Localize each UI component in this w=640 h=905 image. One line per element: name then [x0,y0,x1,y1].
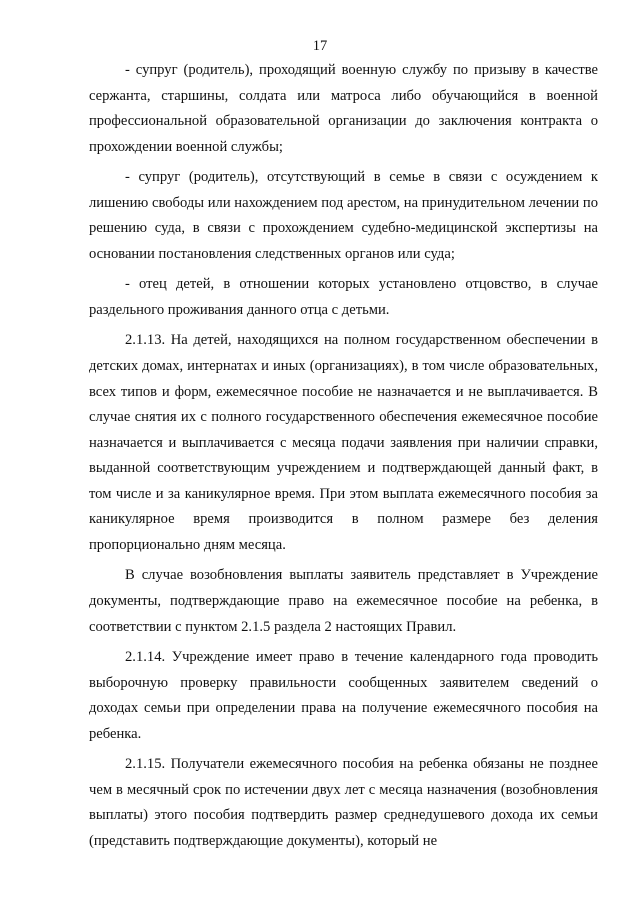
paragraph-2-1-14: 2.1.14. Учреждение имеет право в течение календарного года проводить выборочную проверку правильности сообщенных заявителем сведений о доходах семьи при определении права на получение ежемесячного пособия на ребенка. [89,649,598,742]
paragraph-2-1-15: 2.1.15. Получатели ежемесячного пособия на ребенка обязаны не позднее чем в месячный срок по истечении двух лет с месяца назначения (возобновления выплаты) этого пособия подтвердить размер среднедушевого дохода их семьи (представить подтверждающие документы), который не [89,756,598,849]
paragraph-spouse-absent: - супруг (родитель), отсутствующий в семье в связи с осуждением к лишению свободы или нахождением под арестом, на принудительном лечении по решению суда, в связи с прохождением судебно-медицинской экспертизы на основании постановления следственных органов или суда; [89,169,598,262]
paragraph-father-paternity: - отец детей, в отношении которых установлено отцовство, в случае раздельного проживания данного отца с детьми. [89,276,598,318]
paragraph-2-1-13: 2.1.13. На детей, находящихся на полном государственном обеспечении в детских домах, интернатах и иных (организациях), в том числе образовательных, всех типов и форм, ежемесячное пособие не назначается и не выплачивается. В случае снятия их с полного государственного обеспечения ежемесячное пособие назначается и выплачивается с месяца подачи заявления при наличии справки, выданной соответствующим учреждением и подтверждающей данный факт, в том числе и за каникулярное время. При этом выплата ежемесячного пособия за каникулярное время производится в полном размере без деления пропорционально дням месяца. [89,332,598,554]
document-body [89,58,598,855]
paragraph-spouse-military-service: - супруг (родитель), проходящий военную службу по призыву в качестве сержанта, старшины, солдата или матроса либо обучающийся в военной профессиональной образовательной организации до заключения контракта о прохождении военной службы; [89,62,598,155]
page-number: 17 [312,38,328,54]
paragraph-payment-resumption: В случае возобновления выплаты заявитель представляет в Учреждение документы, подтверждающие право на ежемесячное пособие на ребенка, в соответствии с пунктом 2.1.5 раздела 2 настоящих Правил. [89,567,598,635]
